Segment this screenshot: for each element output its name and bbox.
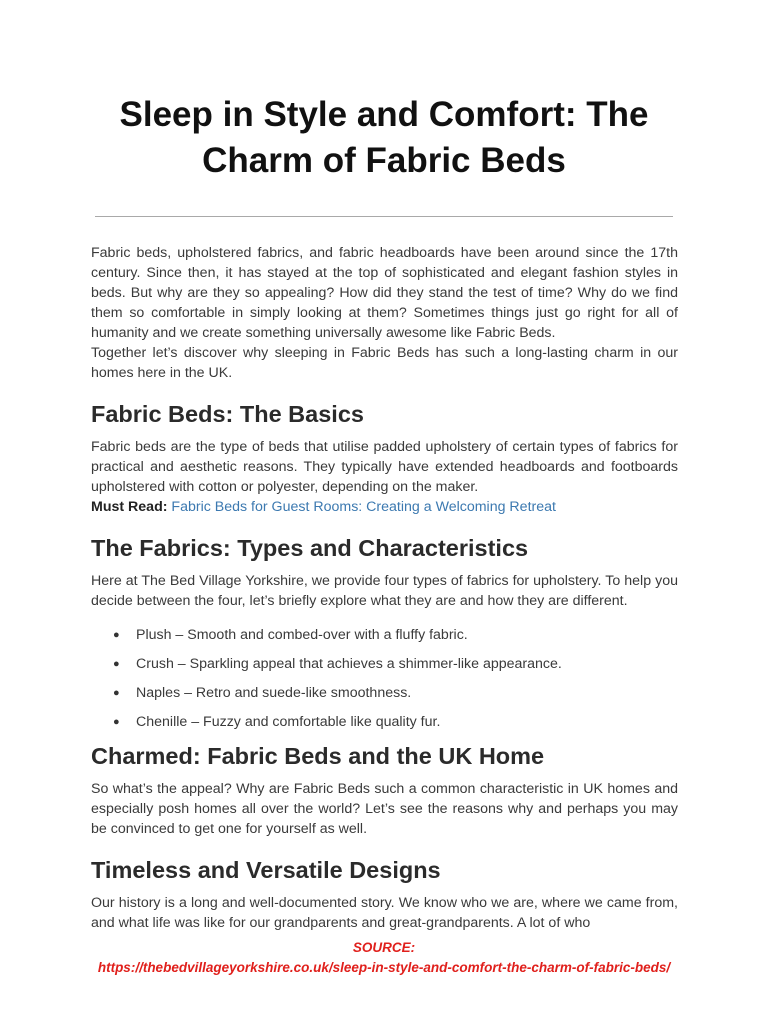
list-item	[91, 625, 678, 645]
list-item	[91, 654, 678, 674]
article-body	[91, 243, 678, 933]
page-title: Sleep in Style and Comfort: The Charm of Fabric Beds	[119, 95, 649, 180]
source-link[interactable]: https://thebedvillageyorkshire.co.uk/sleep-in-style-and-comfort-the-charm-of-fabric-beds/	[97, 960, 671, 975]
intro-paragraph-2: Together let’s discover why sleeping in Fabric Beds has such a long-lasting charm in our homes here in the UK.	[91, 345, 678, 381]
source-label: SOURCE:	[352, 940, 416, 955]
bullet-icon: ●	[113, 629, 120, 641]
timeless-paragraph: Our history is a long and well-documented story. We know who we are, where we came from, and what life was like for our grandparents and great-grandparents. A lot of who	[91, 895, 678, 931]
fabrics-paragraph: Here at The Bed Village Yorkshire, we provide four types of fabrics for upholstery. To help you decide between the four, let’s briefly explore what they are and how they are different.	[91, 573, 678, 609]
list-item-text: Plush – Smooth and combed-over with a fluffy fabric.	[136, 627, 468, 643]
title-divider	[95, 216, 673, 217]
list-item-text: Crush – Sparkling appeal that achieves a shimmer-like appearance.	[136, 656, 562, 672]
heading-timeless: Timeless and Versatile Designs	[91, 857, 441, 883]
basics-paragraph: Fabric beds are the type of beds that utilise padded upholstery of certain types of fabrics for practical and aesthetic reasons. They typically have extended headboards and footboards upholstered with cotton or polyester, depending on the maker.	[91, 439, 678, 495]
heading-fabrics: The Fabrics: Types and Characteristics	[91, 535, 529, 561]
bullet-icon: ●	[113, 687, 120, 699]
heading-charmed: Charmed: Fabric Beds and the UK Home	[91, 743, 545, 769]
must-read-link[interactable]: Fabric Beds for Guest Rooms: Creating a Welcoming Retreat	[171, 499, 556, 515]
bullet-icon: ●	[113, 716, 120, 728]
list-item	[91, 712, 678, 732]
fabric-types-list	[91, 625, 678, 732]
list-item-text: Naples – Retro and suede-like smoothness.	[136, 685, 412, 701]
source-footer	[60, 938, 708, 978]
list-item-text: Chenille – Fuzzy and comfortable like quality fur.	[136, 714, 441, 730]
list-item	[91, 683, 678, 703]
intro-paragraph-1: Fabric beds, upholstered fabrics, and fabric headboards have been around since the 17th century. Since then, it has stayed at the top of sophisticated and elegant fashion styles in beds. But why are they so appealing? How did they stand the test of time? Why do we find them so comfortable in simply looking at them? Sometimes things just go right for all of humanity and we create something universally awesome like Fabric Beds.	[91, 245, 678, 341]
must-read-line	[91, 497, 678, 517]
heading-basics: Fabric Beds: The Basics	[91, 401, 364, 427]
bullet-icon: ●	[113, 658, 120, 670]
charmed-paragraph: So what’s the appeal? Why are Fabric Beds such a common characteristic in UK homes and especially posh homes all over the world? Let’s see the reasons why and perhaps you may be convinced to get one for yourself as well.	[91, 781, 678, 837]
must-read-label: Must Read:	[91, 499, 168, 515]
